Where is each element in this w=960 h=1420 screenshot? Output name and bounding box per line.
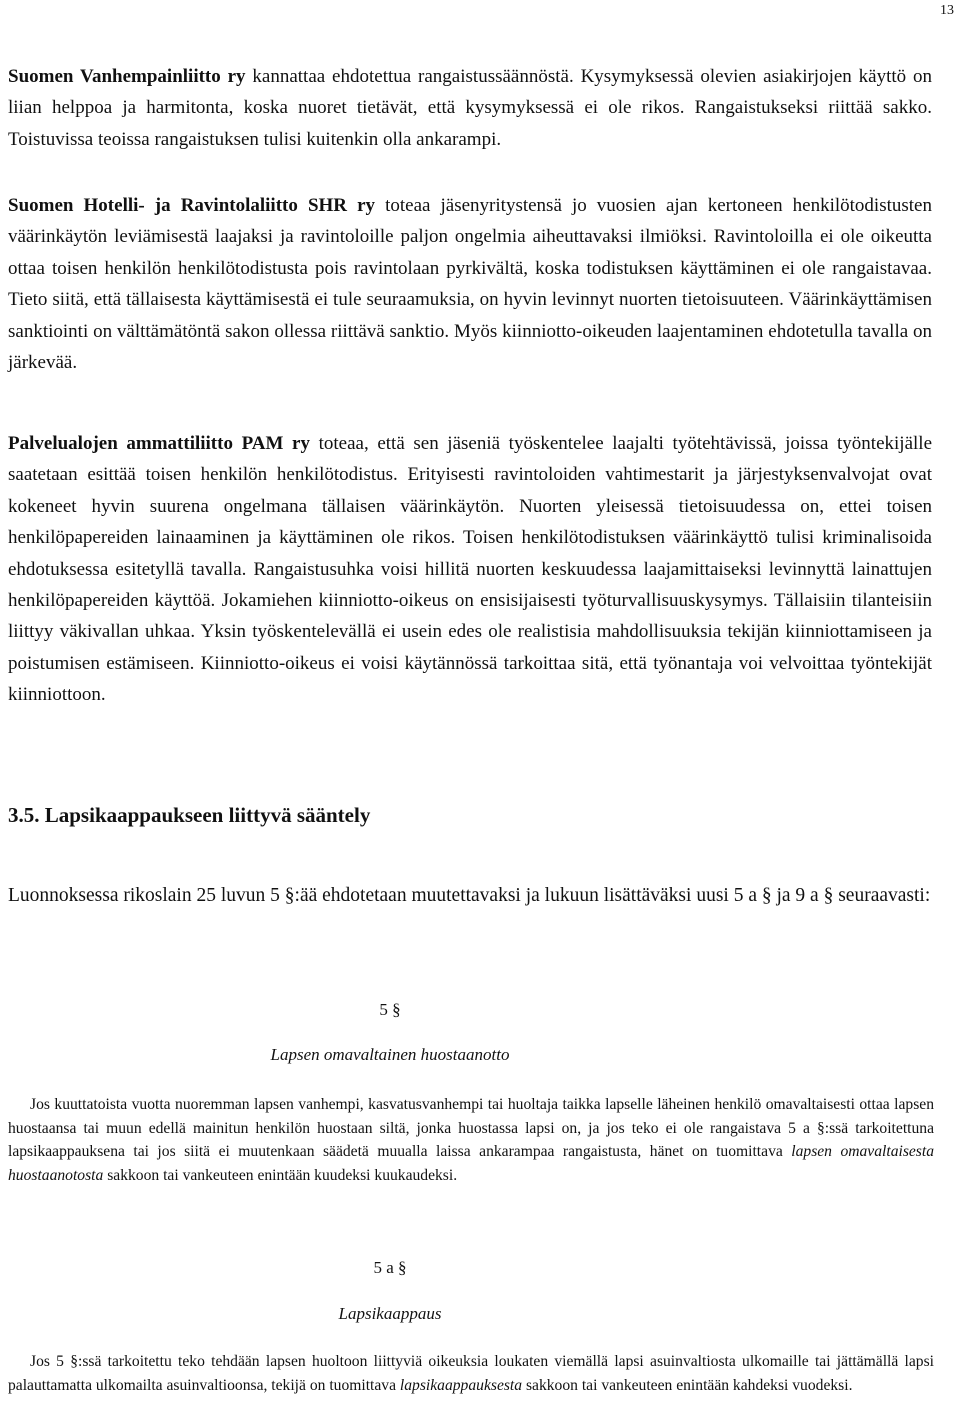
paragraph-text: toteaa jäsenyritystensä jo vuosien ajan kertoneen henkilötodistusten väärinkäytön leviämisestä laajaksi ja ravintoloille paljon ongelmia aiheuttavaksi ilmiöksi. Ravintoloilla ei ole oikeutta ottaa toisen henkilön henkilötodistusta pois ravintolaan pyrkivältä, koska todistuksen käyttäminen ei ole rangaistavaa. Tieto siitä, että tällaisesta käyttämisestä ei tule seuraamuksia, on hyvin levinnyt nuorten tietoisuuteen. Väärinkäyttämisen sanktiointi on välttämätöntä sakon ollessa riittävä sanktio. Myös kiinniotto-oikeuden laajentaminen ehdotetulla tavalla on järkevää.: [8, 195, 932, 374]
paragraph-pam: [8, 428, 932, 711]
org-name: Palvelualojen ammattiliitto PAM ry: [8, 433, 310, 454]
section-number: 5 a §: [373, 1258, 407, 1277]
law-text: Jos 5 §:ssä tarkoitettu teko tehdään lapsen huoltoon liittyviä oikeuksia loukaten viemällä lapsi asuinvaltiosta ulkomaille tai jättämällä lapsi palauttamatta ulkomailta asuinvaltioonsa, tekijä on tuomittava lapsikaappauksesta sakkoon tai vankeuteen enintään kahdeksi vuodeksi.: [8, 1353, 934, 1394]
paragraph-shr: [8, 190, 932, 378]
org-name: Suomen Hotelli- ja Ravintolaliitto SHR ry: [8, 195, 376, 216]
paragraph-text: toteaa, että sen jäseniä työskentelee laajalti työtehtävissä, joissa työntekijälle saatetaan esittää toisen henkilön henkilötodistus. Erityisesti ravintoloiden vahtimestarit ja järjestyksenvalvojat ovat kokeneet hyvin suurena ongelmana tällaisen väärinkäytön. Nuorten yleisessä tietoisuudessa on, ettei toisen henkilöpapereiden lainaaminen ja käyttäminen ole rikos. Toisen henkilötodistuksen väärinkäyttö tulisi kriminalisoida ehdotuksessa esitetyllä tavalla. Rangaistusuhka voisi hillitä nuorten keskuudessa laajamittaiseksi levinnyttä lainattujen henkilöpapereiden käyttöä. Jokamiehen kiinniotto-oikeus on ensisijaisesti työturvallisuuskysymys. Tällaisiin tilanteisiin liittyy väkivallan uhkaa. Yksin työskentelevällä ei usein edes ole realistisia mahdollisuuksia tekijän kiinniottamiseen ja poistumisen estämiseen. Kiinniotto-oikeus ei voisi käytännössä tarkoittaa sitä, että työnantaja voi velvoittaa työntekijät kiinniottoon.: [8, 433, 932, 706]
law-text: Jos kuuttatoista vuotta nuoremman lapsen vanhempi, kasvatusvanhempi tai huoltaja taikka lapselle läheinen henkilö omavaltaisesti ottaa lapsen huostaansa tai muun edellä mainitun henkilön huostaan siltä, jonka huostassa lapsi on, ja jos teko ei ole rangaistava 5 a §:ssä tarkoitettuna lapsikaappauksena tai jos siitä ei muutenkaan säädetä muualla laissa ankarampaa rangaistusta, hänet on tuomittava lapsen omavaltaisesta huostaanotosta sakkoon tai vankeuteen enintään kuudeksi kuukaudeksi.: [8, 1096, 935, 1184]
paragraph-text: kannattaa ehdotettua rangaistussäännöstä. Kysymyksessä olevien asiakirjojen käyttö on liian helppoa ja harmitonta, koska nuoret tietävät, että kysymyksessä ei ole rikos. Rangaistukseksi riittää sakko. Toistuvissa teoissa rangaistuksen tulisi kuitenkin olla ankarampi.: [8, 66, 932, 150]
section-number: 5 §: [379, 1000, 401, 1019]
intro-paragraph: Luonnoksessa rikoslain 25 luvun 5 §:ää ehdotetaan muutettavaksi ja lukuun lisättäväksi uusi 5 a § ja 9 a § seuraavasti:: [8, 885, 931, 906]
legal-term: lapsikaappauksesta: [399, 1376, 523, 1394]
section-heading: 3.5. Lapsikaappaukseen liittyvä sääntely: [8, 803, 371, 827]
section-title: Lapsen omavaltainen huostaanotto: [270, 1045, 510, 1064]
org-name: Suomen Vanhempainliitto ry: [8, 66, 246, 87]
legal-term: lapsen omavaltaisesta huostaanotosta: [8, 1143, 935, 1184]
page-number: 13: [940, 3, 954, 18]
section-title: Lapsikaappaus: [338, 1304, 442, 1323]
paragraph-vanhempainliitto: [8, 61, 932, 155]
